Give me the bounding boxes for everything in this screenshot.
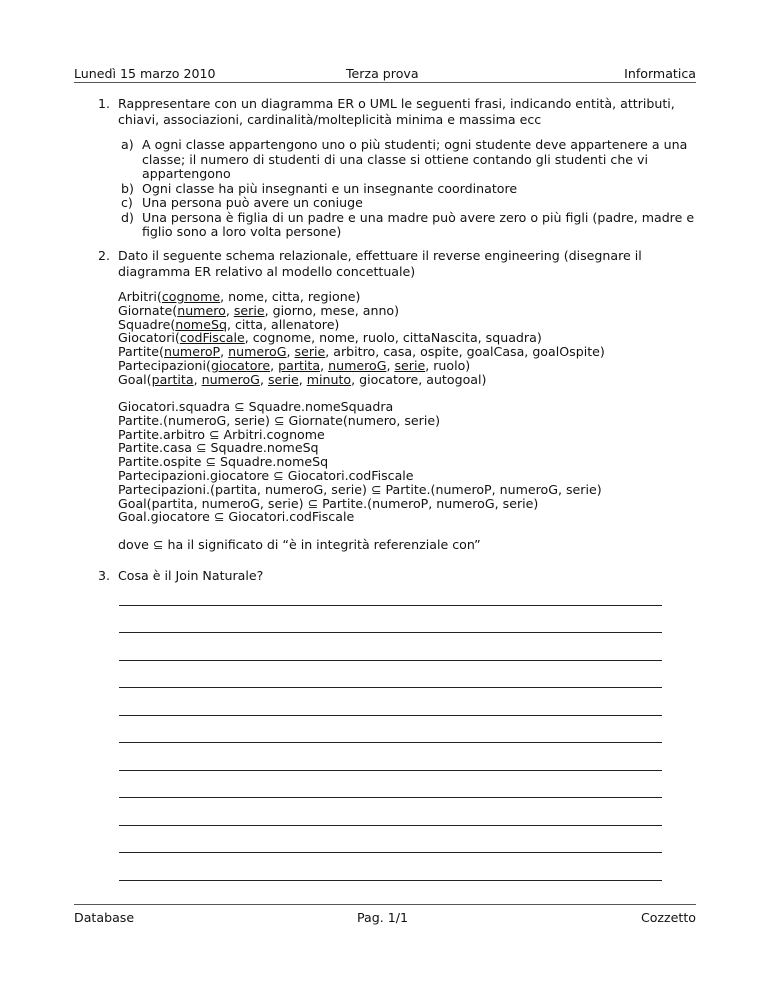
integrity-constraints (118, 400, 718, 524)
constraint-row: Partite.casa ⊆ Squadre.nomeSq (118, 440, 319, 456)
list-item (121, 196, 701, 211)
schema-row-partecipazioni: Partecipazioni(giocatore, partita, numeroG, serie, ruolo) (118, 357, 471, 373)
relational-schema (118, 290, 718, 387)
question-text: Dato il seguente schema relazionale, effettuare il reverse engineering (disegnare il diagramma ER relativo al modello concettuale) (118, 248, 642, 279)
constraint-row: Goal(partita, numeroG, serie) ⊆ Partite.(numeroP, numeroG, serie) (118, 495, 539, 511)
question-text: Cosa è il Join Naturale? (118, 568, 264, 583)
constraint-note (118, 538, 718, 552)
header-subject: Informatica (624, 66, 696, 81)
item-label: b) (121, 180, 134, 196)
constraint-row: Partecipazioni.(partita, numeroG, serie) ⊆ Partite.(numeroP, numeroG, serie) (118, 481, 602, 497)
answer-line[interactable] (119, 770, 662, 771)
item-label: a) (121, 137, 134, 152)
item-text: Ogni classe ha più insegnanti e un insegnante coordinatore (142, 180, 518, 196)
answer-line[interactable] (119, 880, 662, 881)
list-item (121, 138, 701, 182)
answer-line[interactable] (119, 715, 662, 716)
footer-author: Cozzetto (640, 910, 696, 925)
item-text: Una persona è figlia di un padre e una madre può avere zero o più figli (padre, madre e figlio sono a loro volta persone) (142, 209, 695, 239)
schema-row-squadre: Squadre(nomeSq, citta, allenatore) (118, 316, 340, 332)
item-text: A ogni classe appartengono uno o più studenti; ogni studente deve appartenere a una classe; il numero di studenti di una classe si ottiene contando gli studenti che vi appartengono (142, 137, 688, 181)
question-1-items (121, 138, 701, 240)
page-header (74, 66, 696, 83)
constraint-row: Partite.ospite ⊆ Squadre.nomeSq (118, 454, 329, 470)
schema-row-partite: Partite(numeroP, numeroG, serie, arbitro, casa, ospite, goalCasa, goalOspite) (118, 344, 605, 360)
page-footer (74, 904, 696, 925)
constraint-row: Goal.giocatore ⊆ Giocatori.codFiscale (118, 509, 355, 525)
question-3 (98, 568, 698, 584)
constraint-row: Partecipazioni.giocatore ⊆ Giocatori.codFiscale (118, 467, 414, 483)
answer-line[interactable] (119, 660, 662, 661)
header-title: Terza prova (346, 66, 419, 81)
header-date: Lunedì 15 marzo 2010 (74, 66, 216, 81)
question-2 (98, 248, 698, 280)
schema-row-giornate: Giornate(numero, serie, giorno, mese, anno) (118, 302, 400, 318)
constraint-row: Partite.(numeroG, serie) ⊆ Giornate(numero, serie) (118, 412, 440, 428)
question-text: Rappresentare con un diagramma ER o UML le seguenti frasi, indicando entità, attributi, chiavi, associazioni, cardinalità/molteplicità minima e massima ecc (118, 96, 675, 127)
schema-row-arbitri: Arbitri(cognome, nome, citta, regione) (118, 289, 361, 304)
item-label: c) (121, 195, 133, 210)
item-text: Una persona può avere un coniuge (142, 195, 363, 210)
answer-line[interactable] (119, 605, 662, 606)
schema-row-giocatori: Giocatori(codFiscale, cognome, nome, ruolo, cittaNascita, squadra) (118, 330, 542, 346)
answer-line[interactable] (119, 742, 662, 743)
answer-line[interactable] (119, 797, 662, 798)
note-text: dove ⊆ ha il significato di “è in integrità referenziale con” (118, 537, 481, 552)
question-number: 2. (98, 248, 111, 263)
schema-row-goal: Goal(partita, numeroG, serie, minuto, giocatore, autogoal) (118, 371, 487, 387)
answer-line[interactable] (119, 852, 662, 853)
answer-line[interactable] (119, 825, 662, 826)
list-item (121, 182, 701, 197)
item-label: d) (121, 209, 134, 225)
question-number: 1. (98, 96, 111, 111)
constraint-row: Partite.arbitro ⊆ Arbitri.cognome (118, 426, 325, 442)
answer-line[interactable] (119, 632, 662, 633)
answer-line[interactable] (119, 687, 662, 688)
constraint-row: Giocatori.squadra ⊆ Squadre.nomeSquadra (118, 399, 394, 414)
question-number: 3. (98, 568, 111, 583)
footer-page-number: Pag. 1/1 (357, 910, 409, 925)
list-item (121, 211, 701, 240)
footer-course: Database (74, 910, 135, 925)
question-1 (98, 96, 698, 128)
